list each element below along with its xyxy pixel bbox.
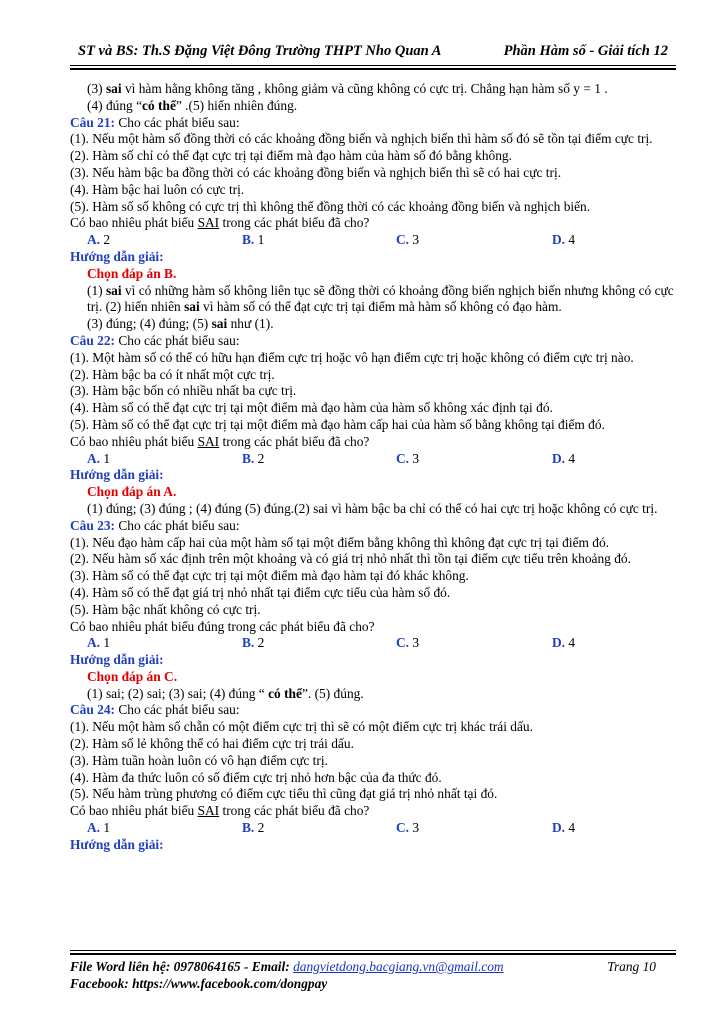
footer-rule: [70, 950, 676, 951]
q22-solution-1: (1) đúng; (3) đúng ; (4) đúng (5) đúng.(2) sai vì hàm bậc ba chỉ có thể có hai cực trị hoặc không có cực trị.: [87, 500, 658, 516]
q23-question: Có bao nhiêu phát biểu đúng trong các phát biểu đã cho?: [70, 618, 375, 634]
q21-statement-1: (1). Nếu một hàm số đồng thời có các khoảng đồng biến và nghịch biến thì hàm số đó sẽ tồn tại điểm cực trị.: [70, 131, 653, 147]
q22-statement-5: (5). Hàm số có thể đạt cực trị tại một điểm mà đạo hàm cấp hai của hàm số bằng không tại điểm đó.: [70, 416, 605, 432]
page-content: [70, 81, 676, 854]
q21-options: [70, 232, 676, 249]
q23-statement-2: (2). Nếu hàm số xác định trên một khoảng và có giá trị nhỏ nhất thì tồn tại điểm cực tiểu trên khoảng đó.: [70, 551, 631, 567]
q21-statement-5: (5). Hàm số số không có cực trị thì không thể đồng thời có các khoảng đồng biến và nghịch biến.: [70, 198, 591, 214]
q23-options: [70, 635, 676, 652]
q23-guide-heading: Hướng dẫn giải:: [70, 652, 164, 668]
q23-option-a: A. 1: [87, 635, 111, 651]
q22-statement-2: (2). Hàm bậc ba có ít nhất một cực trị.: [70, 366, 275, 382]
q21-option-a: A. 2: [87, 232, 111, 248]
q22-option-c: C. 3: [396, 450, 420, 466]
q24-guide-heading: Hướng dẫn giải:: [70, 836, 164, 852]
q21-option-c: C. 3: [396, 232, 420, 248]
page-number: Trang 10: [607, 959, 656, 974]
q22-guide-heading: Hướng dẫn giải:: [70, 467, 164, 483]
q24-statement-2: (2). Hàm số lẻ không thể có hai điểm cực trị trái dấu.: [70, 736, 354, 752]
q24-option-d: D. 4: [552, 820, 576, 836]
q24-statement-3: (3). Hàm tuần hoàn luôn có vô hạn điểm cực trị.: [70, 752, 328, 768]
q21-statement-2: (2). Hàm số chỉ có thể đạt cực trị tại điểm mà đạo hàm của hàm số đó bằng không.: [70, 148, 512, 164]
q24-option-a: A. 1: [87, 820, 111, 836]
intro-line-1: (3) sai vì hàm hằng không tăng , không giảm và cũng không có cực trị. Chẳng hạn hàm số y = 1 .: [87, 81, 608, 96]
q23-statement-5: (5). Hàm bậc nhất không có cực trị.: [70, 601, 261, 617]
q22-options: [70, 451, 676, 468]
q23-statement-3: (3). Hàm số có thể đạt cực trị tại một điểm mà đạo hàm tại đó khác không.: [70, 568, 469, 584]
q21-statement-3: (3). Nếu hàm bậc ba đồng thời có các khoảng đồng biến và nghịch biến thì sẽ có hai cực trị.: [70, 164, 562, 180]
q24-statement-4: (4). Hàm đa thức luôn có số điểm cực trị nhỏ hơn bậc của đa thức đó.: [70, 769, 442, 785]
page-footer: [70, 958, 676, 992]
intro-line-2: (4) đúng “có thể” .(5) hiển nhiên đúng.: [87, 97, 298, 113]
q23-option-c: C. 3: [396, 635, 420, 651]
question-21-title: Câu 21: Cho các phát biểu sau:: [70, 114, 240, 130]
q22-answer: Chọn đáp án A.: [87, 484, 177, 500]
q21-answer: Chọn đáp án B.: [87, 265, 177, 281]
q21-option-d: D. 4: [552, 232, 576, 248]
q22-statement-3: (3). Hàm bậc bốn có nhiều nhất ba cực trị.: [70, 383, 297, 399]
q21-solution-1: (1) sai vì có những hàm số không liên tục sẽ đồng thời có khoảng đồng biến nghịch biến nhưng không có cực trị. (2) hiển nhiên sai vì hàm số có thể đạt cực trị tại điểm mà hàm số không có đạo hàm.: [87, 282, 674, 315]
header-rule-thick: [70, 68, 676, 70]
q24-statement-1: (1). Nếu một hàm số chẵn có một điểm cực trị thì sẽ có một điểm cực trị khác trái dấu.: [70, 719, 533, 735]
q24-statement-5: (5). Nếu hàm trùng phương có điểm cực tiểu thì cũng đạt giá trị nhỏ nhất tại đó.: [70, 786, 498, 802]
q22-statement-4: (4). Hàm số có thể đạt cực trị tại một điểm mà đạo hàm của hàm số không xác định tại đó.: [70, 400, 553, 416]
footer-rule-thick: [70, 953, 676, 955]
q22-statement-1: (1). Một hàm số có thể có hữu hạn điểm cực trị hoặc vô hạn điểm cực trị hoặc không có điểm cực trị nào.: [70, 349, 634, 365]
footer-contact: File Word liên hệ: 0978064165 - Email: dangvietdong.bacgiang.vn@gmail.com: [70, 959, 504, 974]
q21-guide-heading: Hướng dẫn giải:: [70, 248, 164, 264]
q21-solution-2: (3) đúng; (4) đúng; (5) sai như (1).: [87, 316, 274, 332]
q23-answer: Chọn đáp án C.: [87, 668, 178, 684]
q22-option-d: D. 4: [552, 450, 576, 466]
page-header: [70, 43, 674, 63]
header-author: ST và BS: Th.S Đặng Việt Đông Trường THPT Nho Quan A: [78, 43, 442, 59]
question-23-title: Câu 23: Cho các phát biểu sau:: [70, 517, 240, 533]
header-rule: [70, 65, 676, 66]
question-24-title: Câu 24: Cho các phát biểu sau:: [70, 702, 240, 718]
q21-question: Có bao nhiêu phát biểu SAI trong các phát biểu đã cho?: [70, 215, 370, 231]
q22-question: Có bao nhiêu phát biểu SAI trong các phát biểu đã cho?: [70, 433, 370, 449]
header-section: Phần Hàm số - Giải tích 12: [503, 43, 668, 59]
q23-option-d: D. 4: [552, 635, 576, 651]
q21-option-b: B. 1: [242, 232, 265, 248]
q22-option-a: A. 1: [87, 450, 111, 466]
q23-solution: (1) sai; (2) sai; (3) sai; (4) đúng “ có thể”. (5) đúng.: [87, 685, 364, 701]
q24-options: [70, 820, 676, 837]
q24-question: Có bao nhiêu phát biểu SAI trong các phát biểu đã cho?: [70, 803, 370, 819]
email-link[interactable]: dangvietdong.bacgiang.vn@gmail.com: [293, 959, 504, 974]
q23-statement-4: (4). Hàm số có thể đạt giá trị nhỏ nhất tại điểm cực tiểu của hàm số đó.: [70, 584, 451, 600]
footer-facebook: Facebook: https://www.facebook.com/dongpay: [70, 976, 328, 991]
q23-statement-1: (1). Nếu đạo hàm cấp hai của một hàm số tại một điểm bằng không thì không đạt cực trị tại điểm đó.: [70, 534, 610, 550]
question-22-title: Câu 22: Cho các phát biểu sau:: [70, 332, 240, 348]
q23-option-b: B. 2: [242, 635, 265, 651]
q22-option-b: B. 2: [242, 450, 265, 466]
q21-statement-4: (4). Hàm bậc hai luôn có cực trị.: [70, 181, 245, 197]
q24-option-b: B. 2: [242, 820, 265, 836]
q24-option-c: C. 3: [396, 820, 420, 836]
